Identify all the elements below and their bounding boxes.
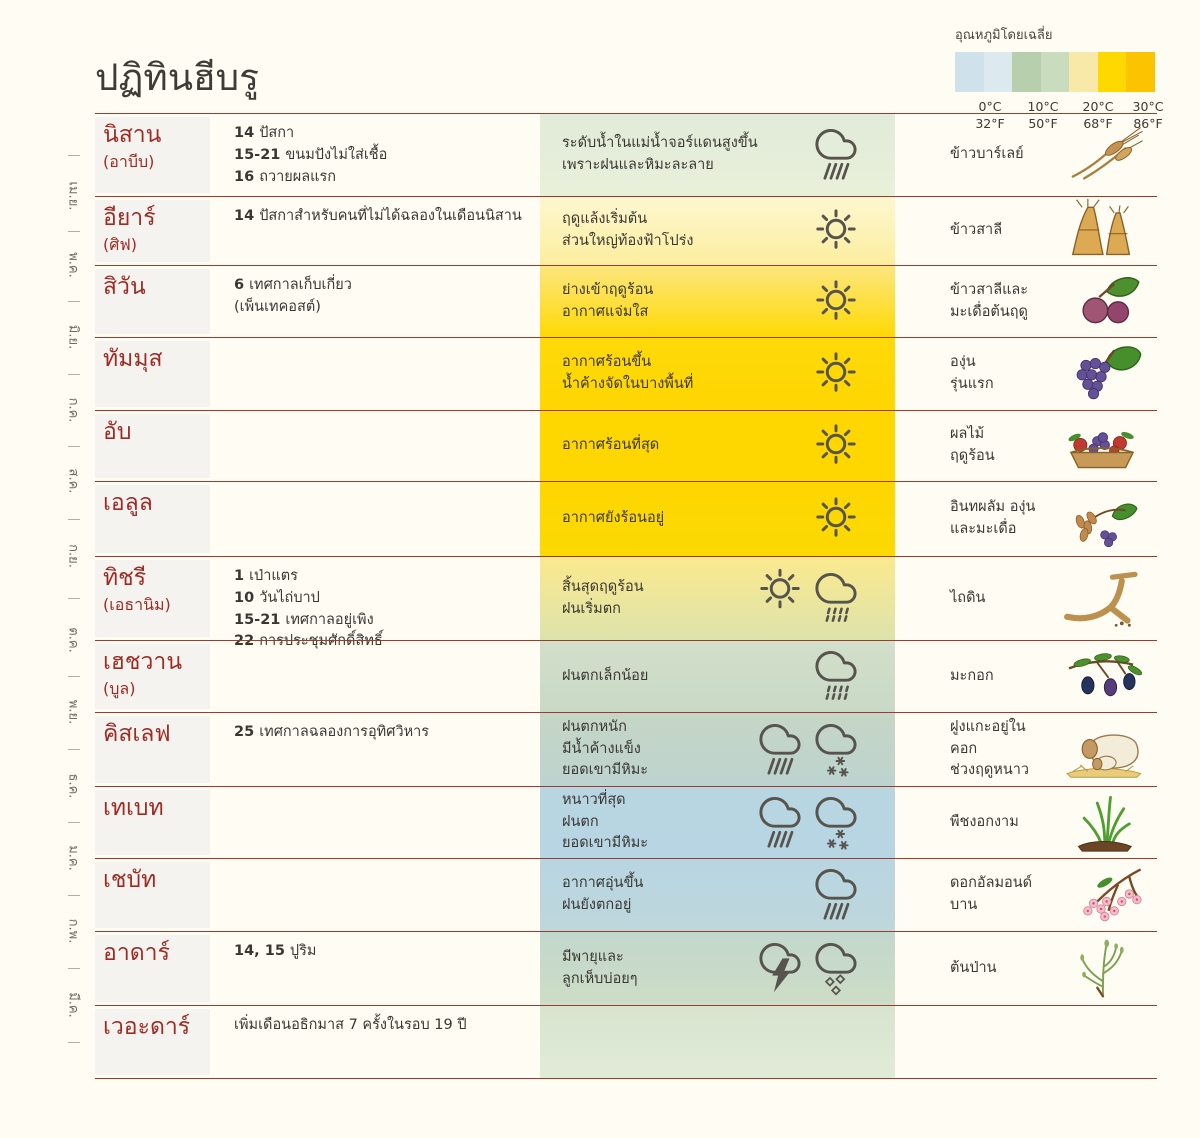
- weather-icons: [815, 864, 857, 927]
- weather-line: ฝนยังตกอยู่: [562, 897, 632, 913]
- event-line: [234, 722, 540, 744]
- weather-line: ฝนตกเล็กน้อย: [562, 667, 649, 684]
- page-title: ปฏิทินฮีบรู: [95, 56, 259, 99]
- rail-tick: [68, 968, 80, 969]
- weather-icons: [759, 718, 857, 781]
- weather-line: ยอดเขามีหิมะ: [562, 762, 649, 779]
- month-name-cell: [95, 862, 210, 928]
- harvest-line: ฤดูร้อน: [950, 448, 995, 464]
- month-row: [95, 337, 1157, 410]
- event-line: [234, 566, 540, 588]
- harvest-illustration-cell: [1047, 557, 1157, 640]
- month-name-cell: [95, 269, 210, 334]
- month-row: [95, 786, 1157, 858]
- event-date: 22: [234, 633, 255, 650]
- weather-cell: [540, 338, 895, 410]
- gregorian-month-label: เม.ย.: [65, 181, 81, 211]
- event-line: [234, 588, 540, 610]
- rail-tick: [68, 598, 80, 599]
- weather-cell: [540, 411, 895, 481]
- calendar-table: [95, 113, 1157, 1079]
- harvest-line: มะกอก: [950, 667, 994, 684]
- event-text: วันไถ่บาป: [259, 589, 320, 606]
- harvest-line: อินทผลัม องุ่น: [950, 499, 1036, 516]
- harvest-text: [895, 338, 1047, 410]
- events-cell: [210, 557, 540, 650]
- weather-line: ฝนตกหนัก: [562, 718, 627, 735]
- sun-icon: [815, 351, 857, 397]
- harvest-text: [895, 641, 1047, 712]
- harvest-line: รุ่นแรก: [950, 376, 994, 392]
- temperature-swatch: [1012, 52, 1041, 92]
- gregorian-month-label: ธ.ค.: [65, 773, 81, 799]
- harvest-illustration-cell: [1047, 197, 1157, 265]
- events-cell: [210, 197, 540, 265]
- rail-tick: [68, 301, 80, 302]
- grapes-icon: [1053, 339, 1151, 409]
- event-date: 1: [234, 568, 245, 584]
- rail-tick: [68, 374, 80, 375]
- gregorian-month-label: ม.ค.: [65, 845, 81, 871]
- gregorian-month-label: มี.ค.: [65, 992, 81, 1018]
- snow-cloud-icon: [815, 718, 857, 781]
- event-line: [234, 275, 540, 297]
- month-name-cell: [95, 935, 210, 1002]
- rail-tick: [68, 155, 80, 156]
- sun-icon: [759, 567, 801, 613]
- harvest-line: ผลไม้: [950, 426, 985, 443]
- harvest-illustration-cell: [1047, 114, 1157, 196]
- weather-line: น้ำค้างจัดในบางพื้นที่: [562, 376, 694, 392]
- events-cell: [210, 713, 540, 786]
- hebrew-month-name: ทัมมุส: [103, 346, 163, 372]
- hebrew-month-name: สิวัน: [103, 274, 146, 300]
- hebrew-month-name: เทเบท: [103, 795, 164, 821]
- weather-line: ฝนตก: [562, 813, 599, 830]
- month-row: [95, 556, 1157, 650]
- event-text: ปูริม: [289, 943, 317, 959]
- harvest-line: องุ่น: [950, 354, 976, 371]
- weather-line: ส่วนใหญ่ท้องฟ้าโปร่ง: [562, 233, 694, 249]
- weather-line: ฝนเริ่มตก: [562, 600, 621, 617]
- hebrew-month-name: อาดาร์: [103, 940, 170, 966]
- event-line: [234, 610, 540, 632]
- event-date: 15-21: [234, 146, 281, 163]
- weather-icons: [815, 645, 857, 708]
- hebrew-month-name: เชบัท: [103, 867, 157, 893]
- weather-line: อากาศร้อนที่สุด: [562, 437, 660, 454]
- weather-description: [562, 873, 643, 917]
- harvest-line: ข้าวสาลีและ: [950, 281, 1029, 298]
- events-cell: [210, 338, 540, 410]
- harvest-text: [895, 266, 1047, 337]
- weather-icons: [815, 351, 857, 397]
- event-line: [234, 941, 540, 963]
- event-line: [234, 145, 540, 167]
- tick-fahrenheit: 32°F: [975, 116, 1005, 131]
- weather-icons: [815, 124, 857, 187]
- hebrew-month-name: เอลูล: [103, 490, 153, 516]
- weather-description: [562, 280, 653, 324]
- harvest-text: [895, 859, 1047, 931]
- rain-cloud-icon: [815, 864, 857, 927]
- sprouts-icon: [1053, 788, 1151, 858]
- hebrew-month-name: นิสาน: [103, 122, 162, 148]
- event-text: เทศกาลอยู่เพิง: [285, 611, 374, 628]
- event-date: 14: [234, 125, 255, 141]
- rail-tick: [68, 1042, 80, 1043]
- gregorian-month-label: พ.ค.: [65, 252, 81, 278]
- month-name-cell: [95, 341, 210, 407]
- gregorian-month-label: มิ.ย.: [65, 324, 81, 350]
- month-row: [95, 1005, 1157, 1078]
- weather-line: ย่างเข้าฤดูร้อน: [562, 281, 654, 298]
- event-line: [234, 206, 540, 228]
- weather-cell: [540, 114, 895, 196]
- month-name-cell: [95, 644, 210, 709]
- barley-icon: [1053, 120, 1151, 190]
- month-row: [95, 113, 1157, 196]
- tick-celsius: 20°C: [1082, 99, 1114, 114]
- weather-cell: [540, 197, 895, 265]
- snow-cloud-icon: [815, 791, 857, 854]
- weather-description: [562, 947, 638, 991]
- hebrew-month-name: อับ: [103, 419, 132, 445]
- harvest-line: ไถดิน: [950, 589, 986, 606]
- harvest-illustration-cell: [1047, 932, 1157, 1005]
- events-cell: [210, 482, 540, 556]
- month-row: [95, 640, 1157, 712]
- hebrew-month-name: เฮชวาน: [103, 649, 183, 675]
- rail-tick: [68, 519, 80, 520]
- harvest-text: [895, 1006, 1047, 1078]
- harvest-line: ฝูงแกะอยู่ในคอก: [950, 718, 1026, 757]
- harvest-illustration-cell: [1047, 859, 1157, 931]
- harvest-illustration-cell: [1047, 641, 1157, 712]
- month-rows: [95, 113, 1157, 1079]
- weather-icons: [815, 279, 857, 325]
- weather-cell: [540, 859, 895, 931]
- storm-cloud-icon: [759, 937, 801, 1000]
- temperature-swatch: [1041, 52, 1070, 92]
- harvest-illustration-cell: [1047, 787, 1157, 858]
- hebrew-month-alt-name: (อาบีบ): [103, 152, 155, 172]
- weather-line: เพราะฝนและหิมะละลาย: [562, 157, 714, 173]
- event-line: [234, 1015, 540, 1037]
- weather-icons: [815, 423, 857, 469]
- weather-line: ยอดเขามีหิมะ: [562, 835, 649, 852]
- harvest-line: ข้าวบาร์เลย์: [950, 146, 1024, 163]
- harvest-line: มะเดื่อต้นฤดู: [950, 303, 1028, 320]
- events-cell: [210, 641, 540, 712]
- events-cell: [210, 411, 540, 481]
- weather-cell: [540, 641, 895, 712]
- harvest-illustration-cell: [1047, 713, 1157, 786]
- harvest-line: ช่วงฤดูหนาว: [950, 762, 1030, 779]
- temperature-swatch: [984, 52, 1013, 92]
- tick-celsius: 0°C: [978, 99, 1002, 114]
- weather-cell: [540, 787, 895, 858]
- weather-description: [562, 352, 693, 396]
- rain-cloud-icon: [759, 718, 801, 781]
- weather-line: มีน้ำค้างแข็ง: [562, 740, 641, 757]
- hail-cloud-icon: [815, 937, 857, 1000]
- event-date: 14: [234, 208, 255, 224]
- plow-icon: [1053, 564, 1151, 634]
- harvest-illustration-cell: [1047, 411, 1157, 481]
- event-line: [234, 123, 540, 145]
- event-date: 15-21: [234, 611, 281, 628]
- harvest-line: พืชงอกงาม: [950, 813, 1019, 830]
- weather-line: ลูกเห็บบ่อยๆ: [562, 970, 638, 987]
- fruit-basket-icon: [1053, 411, 1151, 481]
- weather-icons: [815, 496, 857, 542]
- weather-line: อากาศอุ่นขึ้น: [562, 875, 644, 892]
- weather-cell: [540, 482, 895, 556]
- month-row: [95, 481, 1157, 556]
- harvest-text: [895, 787, 1047, 858]
- weather-line: หนาวที่สุด: [562, 791, 626, 808]
- rail-tick: [68, 676, 80, 677]
- month-row: [95, 265, 1157, 337]
- weather-description: [562, 133, 758, 177]
- sun-icon: [815, 208, 857, 254]
- hebrew-month-name: เวอะดาร์: [103, 1014, 191, 1040]
- events-cell: [210, 266, 540, 337]
- hebrew-month-name: อียาร์: [103, 205, 156, 231]
- event-text: เทศกาลฉลองการอุทิศวิหาร: [259, 724, 430, 740]
- month-row: [95, 858, 1157, 931]
- weather-line: ฤดูแล้งเริ่มต้น: [562, 211, 648, 228]
- month-row: [95, 410, 1157, 481]
- gregorian-month-label: พ.ย.: [65, 699, 81, 725]
- legend-title: อุณหภูมิโดยเฉลี่ย: [955, 28, 1053, 43]
- weather-icons: [759, 937, 857, 1000]
- harvest-illustration-cell: [1047, 1006, 1157, 1078]
- dates-grapes-figs-icon: [1053, 484, 1151, 554]
- harvest-illustration-cell: [1047, 266, 1157, 337]
- weather-line: สิ้นสุดฤดูร้อน: [562, 578, 644, 595]
- hebrew-month-name: ทิชรี: [103, 565, 147, 591]
- sun-icon: [815, 423, 857, 469]
- events-cell: [210, 787, 540, 858]
- flax-icon: [1053, 934, 1151, 1004]
- weather-description: [562, 666, 648, 688]
- event-line: [234, 167, 540, 189]
- event-text: การประชุมศักดิ์สิทธิ์: [259, 633, 383, 650]
- weather-cell: [540, 713, 895, 786]
- month-name-cell: [95, 414, 210, 478]
- tick-fahrenheit: 86°F: [1133, 116, 1163, 131]
- harvest-text: [895, 932, 1047, 1005]
- tick-fahrenheit: 68°F: [1083, 116, 1113, 131]
- figs-icon: [1053, 267, 1151, 337]
- harvest-text: [895, 411, 1047, 481]
- harvest-text: [895, 482, 1047, 556]
- weather-icons: [759, 567, 857, 630]
- weather-line: มีพายุและ: [562, 948, 624, 965]
- temperature-swatch: [1098, 52, 1127, 92]
- temperature-swatch: [1126, 52, 1155, 92]
- event-text: ขนมปังไม่ใส่เชื้อ: [285, 146, 388, 163]
- events-cell: [210, 859, 540, 931]
- event-text: (เพ็นเทคอสต์): [234, 298, 321, 315]
- event-date: 10: [234, 589, 255, 606]
- event-text: เพิ่มเดือนอธิกมาส 7 ครั้งในรอบ 19 ปี: [234, 1017, 467, 1033]
- harvest-text: [895, 713, 1047, 786]
- weather-cell: [540, 1006, 895, 1078]
- harvest-text: [895, 557, 1047, 640]
- hebrew-month-alt-name: (บูล): [103, 679, 136, 699]
- weather-description: [562, 435, 659, 457]
- events-cell: [210, 932, 540, 1005]
- rail-tick: [68, 749, 80, 750]
- weather-description: [562, 508, 664, 530]
- gregorian-month-rail: [60, 113, 95, 1078]
- tick-celsius: 30°C: [1132, 99, 1164, 114]
- harvest-text: [895, 114, 1047, 196]
- month-name-cell: [95, 200, 210, 262]
- event-date: 25: [234, 724, 255, 740]
- weather-icons: [815, 208, 857, 254]
- event-date: 16: [234, 168, 255, 185]
- weather-line: อากาศแจ่มใส: [562, 303, 649, 320]
- hebrew-month-alt-name: (ศิฟ): [103, 235, 137, 255]
- weather-line: อากาศร้อนขึ้น: [562, 354, 652, 371]
- tick-fahrenheit: 50°F: [1028, 116, 1058, 131]
- weather-line: อากาศยังร้อนอยู่: [562, 510, 665, 527]
- almond-blossom-icon: [1053, 860, 1151, 930]
- event-date: 6: [234, 277, 245, 293]
- month-name-cell: [95, 485, 210, 553]
- gregorian-month-label: ก.ย.: [65, 544, 81, 568]
- weather-description: [562, 790, 648, 855]
- month-row: [95, 931, 1157, 1005]
- month-name-cell: [95, 1009, 210, 1075]
- harvest-text: [895, 197, 1047, 265]
- light-rain-cloud-icon: [815, 567, 857, 630]
- sun-icon: [815, 279, 857, 325]
- weather-cell: [540, 266, 895, 337]
- month-name-cell: [95, 560, 210, 637]
- sheep-icon: [1053, 715, 1151, 785]
- events-cell: [210, 114, 540, 196]
- event-line: [234, 297, 540, 319]
- rain-cloud-icon: [759, 791, 801, 854]
- hebrew-month-alt-name: (เอธานิม): [103, 595, 171, 615]
- hebrew-month-name: คิสเลฟ: [103, 721, 171, 747]
- month-name-cell: [95, 790, 210, 855]
- tick-celsius: 10°C: [1027, 99, 1059, 114]
- temperature-scale: [955, 52, 1155, 92]
- olives-icon: [1053, 642, 1151, 712]
- event-text: ถวายผลแรก: [259, 168, 337, 185]
- weather-description: [562, 209, 694, 253]
- harvest-illustration-cell: [1047, 482, 1157, 556]
- temperature-swatch: [955, 52, 984, 92]
- event-text: เป่าแตร: [249, 568, 298, 584]
- month-row: [95, 712, 1157, 786]
- rail-tick: [68, 231, 80, 232]
- rail-tick: [68, 822, 80, 823]
- weather-icons: [759, 791, 857, 854]
- weather-line: ระดับน้ำในแม่น้ำจอร์แดนสูงขึ้น: [562, 135, 758, 152]
- rail-tick: [68, 895, 80, 896]
- rail-tick: [68, 446, 80, 447]
- event-text: เทศกาลเก็บเกี่ยว: [249, 277, 352, 293]
- event-text: ปัสกาสำหรับคนที่ไม่ได้ฉลองในเดือนนิสาน: [259, 208, 522, 224]
- gregorian-month-label: ก.ค.: [65, 397, 81, 423]
- gregorian-month-label: ก.พ.: [65, 918, 81, 944]
- weather-description: [562, 577, 644, 621]
- gregorian-month-label: ส.ค.: [65, 468, 81, 494]
- weather-cell: [540, 557, 895, 640]
- gregorian-month-label: ต.ค.: [65, 627, 81, 653]
- harvest-line: ข้าวสาลี: [950, 222, 1003, 239]
- harvest-line: และมะเดื่อ: [950, 521, 1017, 537]
- harvest-line: ต้นป่าน: [950, 959, 997, 976]
- harvest-illustration-cell: [1047, 338, 1157, 410]
- event-text: ปัสกา: [259, 125, 295, 141]
- sun-icon: [815, 496, 857, 542]
- weather-cell: [540, 932, 895, 1005]
- month-name-cell: [95, 716, 210, 783]
- weather-description: [562, 717, 648, 782]
- harvest-line: บาน: [950, 897, 978, 913]
- wheat-sheaves-icon: [1053, 196, 1151, 266]
- month-row: [95, 196, 1157, 265]
- temperature-swatch: [1069, 52, 1098, 92]
- event-date: 14, 15: [234, 943, 285, 959]
- month-name-cell: [95, 117, 210, 193]
- harvest-line: ดอกอัลมอนด์: [950, 875, 1033, 892]
- events-cell: [210, 1006, 540, 1078]
- rain-cloud-icon: [815, 124, 857, 187]
- light-rain-cloud-icon: [815, 645, 857, 708]
